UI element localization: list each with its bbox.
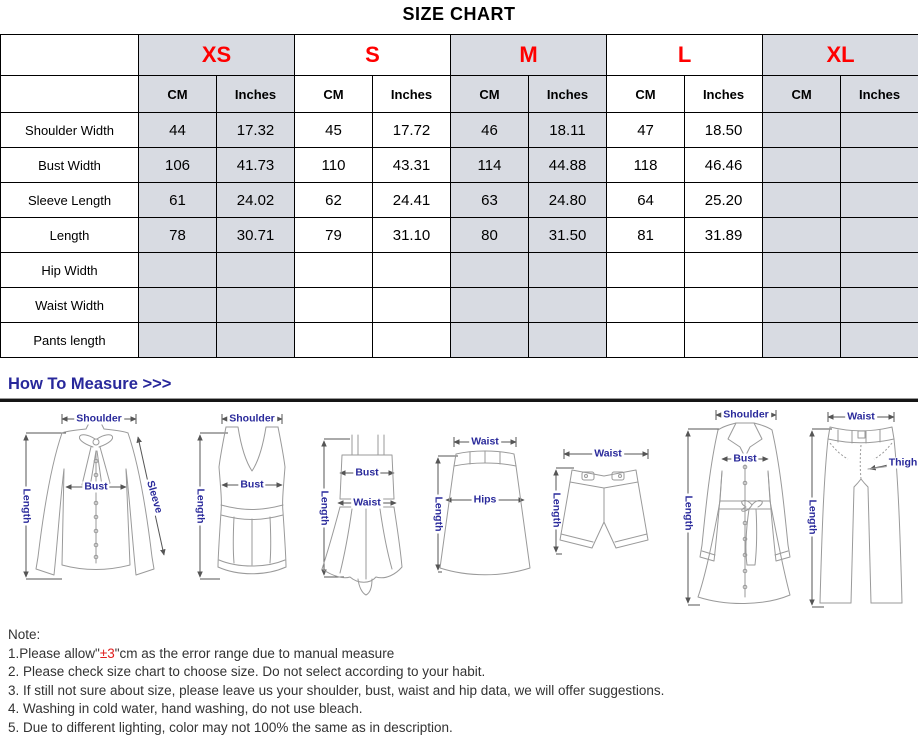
- value-cell: [607, 323, 685, 358]
- value-cell: [841, 218, 918, 253]
- unit-header-inches: Inches: [217, 76, 295, 113]
- size-header-xs: XS: [139, 35, 295, 76]
- note-line: 5. Due to different lighting, color may not 100% the same as in description.: [8, 719, 453, 735]
- value-cell: [607, 288, 685, 323]
- value-cell: [529, 323, 607, 358]
- value-cell: [841, 253, 918, 288]
- value-cell: [451, 323, 529, 358]
- row-label: Pants length: [1, 323, 139, 358]
- note-1-pre: 1.Please allow": [8, 645, 100, 661]
- value-cell: [295, 253, 373, 288]
- length-label: Length: [194, 488, 207, 524]
- value-cell: [763, 323, 841, 358]
- value-cell: 17.72: [373, 113, 451, 148]
- value-cell: [841, 323, 918, 358]
- row-label: Sleeve Length: [1, 183, 139, 218]
- value-cell: [763, 148, 841, 183]
- tank-top-figure: [188, 407, 312, 612]
- value-cell: [217, 288, 295, 323]
- unit-header-cm: CM: [451, 76, 529, 113]
- note-line: 2. Please check size chart to choose size. Do not select according to your habit.: [8, 664, 486, 679]
- length-label: Length: [318, 490, 331, 526]
- value-cell: [451, 253, 529, 288]
- value-cell: [139, 323, 217, 358]
- unit-header-inches: Inches: [841, 76, 918, 113]
- value-cell: [529, 253, 607, 288]
- value-cell: 31.10: [373, 218, 451, 253]
- corner-cell: [1, 76, 139, 113]
- waist-label: Waist: [471, 435, 499, 448]
- value-cell: 18.11: [529, 113, 607, 148]
- waist-label: Waist: [353, 496, 381, 509]
- table-row: [1, 183, 918, 218]
- shoulder-label: Shoulder: [723, 408, 769, 421]
- size-header-row: [1, 35, 918, 76]
- note-1-tolerance: ±3: [99, 645, 115, 661]
- value-cell: [295, 323, 373, 358]
- bust-label: Bust: [355, 466, 379, 479]
- note-line: 4. Washing in cold water, hand washing, do not use bleach.: [8, 701, 363, 716]
- value-cell: [841, 148, 918, 183]
- dress-figure: [314, 427, 410, 607]
- value-cell: 78: [139, 218, 217, 253]
- value-cell: 80: [451, 218, 529, 253]
- value-cell: [763, 218, 841, 253]
- value-cell: 24.80: [529, 183, 607, 218]
- value-cell: [685, 288, 763, 323]
- value-cell: 63: [451, 183, 529, 218]
- value-cell: 44.88: [529, 148, 607, 183]
- unit-header-cm: CM: [139, 76, 217, 113]
- value-cell: [373, 253, 451, 288]
- coat-figure: [676, 405, 796, 615]
- waist-label: Waist: [594, 447, 622, 460]
- length-label: Length: [806, 499, 819, 535]
- unit-header-inches: Inches: [373, 76, 451, 113]
- table-row: [1, 288, 918, 323]
- bust-label: Bust: [84, 480, 108, 493]
- value-cell: [217, 253, 295, 288]
- value-cell: 18.50: [685, 113, 763, 148]
- value-cell: [841, 183, 918, 218]
- unit-header-inches: Inches: [685, 76, 763, 113]
- unit-header-cm: CM: [763, 76, 841, 113]
- value-cell: [763, 113, 841, 148]
- value-cell: 45: [295, 113, 373, 148]
- value-cell: 31.50: [529, 218, 607, 253]
- value-cell: 24.02: [217, 183, 295, 218]
- table-row: [1, 148, 918, 183]
- value-cell: [841, 288, 918, 323]
- blouse-figure: [14, 407, 184, 612]
- size-header-s: S: [295, 35, 451, 76]
- value-cell: 118: [607, 148, 685, 183]
- bust-label: Bust: [733, 452, 757, 465]
- how-to-measure-heading: How To Measure >>>: [8, 375, 172, 393]
- page-title: SIZE CHART: [402, 4, 516, 24]
- length-label: Length: [682, 495, 695, 531]
- value-cell: 25.20: [685, 183, 763, 218]
- length-label: Length: [432, 496, 445, 532]
- bust-label: Bust: [240, 478, 264, 491]
- unit-header-cm: CM: [295, 76, 373, 113]
- note-line: 3. If still not sure about size, please leave us your shoulder, bust, waist and hip data, we will offer suggestions.: [8, 682, 665, 698]
- hips-label: Hips: [473, 493, 497, 506]
- unit-header-row: [1, 76, 918, 113]
- value-cell: [373, 323, 451, 358]
- notes-section: [8, 626, 918, 737]
- unit-header-inches: Inches: [529, 76, 607, 113]
- value-cell: 46: [451, 113, 529, 148]
- value-cell: [451, 288, 529, 323]
- value-cell: 44: [139, 113, 217, 148]
- value-cell: 62: [295, 183, 373, 218]
- pants-figure: [800, 407, 918, 617]
- sleeve-label: Sleeve: [144, 479, 165, 515]
- table-row: [1, 323, 918, 358]
- value-cell: 30.71: [217, 218, 295, 253]
- note-line: [8, 645, 918, 664]
- row-label: Waist Width: [1, 288, 139, 323]
- size-chart-table: [0, 34, 918, 358]
- value-cell: [139, 288, 217, 323]
- value-cell: [763, 288, 841, 323]
- note-1-post: "cm as the error range due to manual measure: [114, 645, 395, 661]
- row-label: Hip Width: [1, 253, 139, 288]
- size-header-l: L: [607, 35, 763, 76]
- value-cell: [529, 288, 607, 323]
- value-cell: 61: [139, 183, 217, 218]
- thigh-label: Thigh: [888, 456, 918, 469]
- value-cell: [763, 183, 841, 218]
- value-cell: [139, 253, 217, 288]
- table-row: [1, 113, 918, 148]
- unit-header-cm: CM: [607, 76, 685, 113]
- value-cell: 114: [451, 148, 529, 183]
- value-cell: 110: [295, 148, 373, 183]
- row-label: Bust Width: [1, 148, 139, 183]
- value-cell: 47: [607, 113, 685, 148]
- shorts-drawing: [546, 444, 660, 572]
- value-cell: 81: [607, 218, 685, 253]
- table-row: [1, 253, 918, 288]
- size-header-m: M: [451, 35, 607, 76]
- value-cell: [217, 323, 295, 358]
- shoulder-label: Shoulder: [76, 412, 122, 425]
- length-label: Length: [20, 488, 33, 524]
- value-cell: [763, 253, 841, 288]
- notes-heading: Note:: [8, 627, 41, 642]
- value-cell: [295, 288, 373, 323]
- corner-cell: [1, 35, 139, 76]
- value-cell: [607, 253, 685, 288]
- value-cell: [841, 113, 918, 148]
- value-cell: 79: [295, 218, 373, 253]
- value-cell: 41.73: [217, 148, 295, 183]
- row-label: Length: [1, 218, 139, 253]
- value-cell: 64: [607, 183, 685, 218]
- value-cell: 46.46: [685, 148, 763, 183]
- value-cell: 17.32: [217, 113, 295, 148]
- tank-top-drawing: [188, 407, 312, 612]
- value-cell: 106: [139, 148, 217, 183]
- waist-label: Waist: [847, 410, 875, 423]
- shorts-figure: [546, 444, 660, 572]
- value-cell: [685, 323, 763, 358]
- length-label: Length: [550, 492, 563, 528]
- value-cell: [373, 288, 451, 323]
- value-cell: 43.31: [373, 148, 451, 183]
- value-cell: [685, 253, 763, 288]
- row-label: Shoulder Width: [1, 113, 139, 148]
- skirt-drawing: [428, 432, 540, 580]
- shoulder-label: Shoulder: [229, 412, 275, 425]
- skirt-figure: [428, 432, 540, 580]
- table-row: [1, 218, 918, 253]
- garments-row: [0, 402, 918, 618]
- size-header-xl: XL: [763, 35, 918, 76]
- value-cell: 31.89: [685, 218, 763, 253]
- value-cell: 24.41: [373, 183, 451, 218]
